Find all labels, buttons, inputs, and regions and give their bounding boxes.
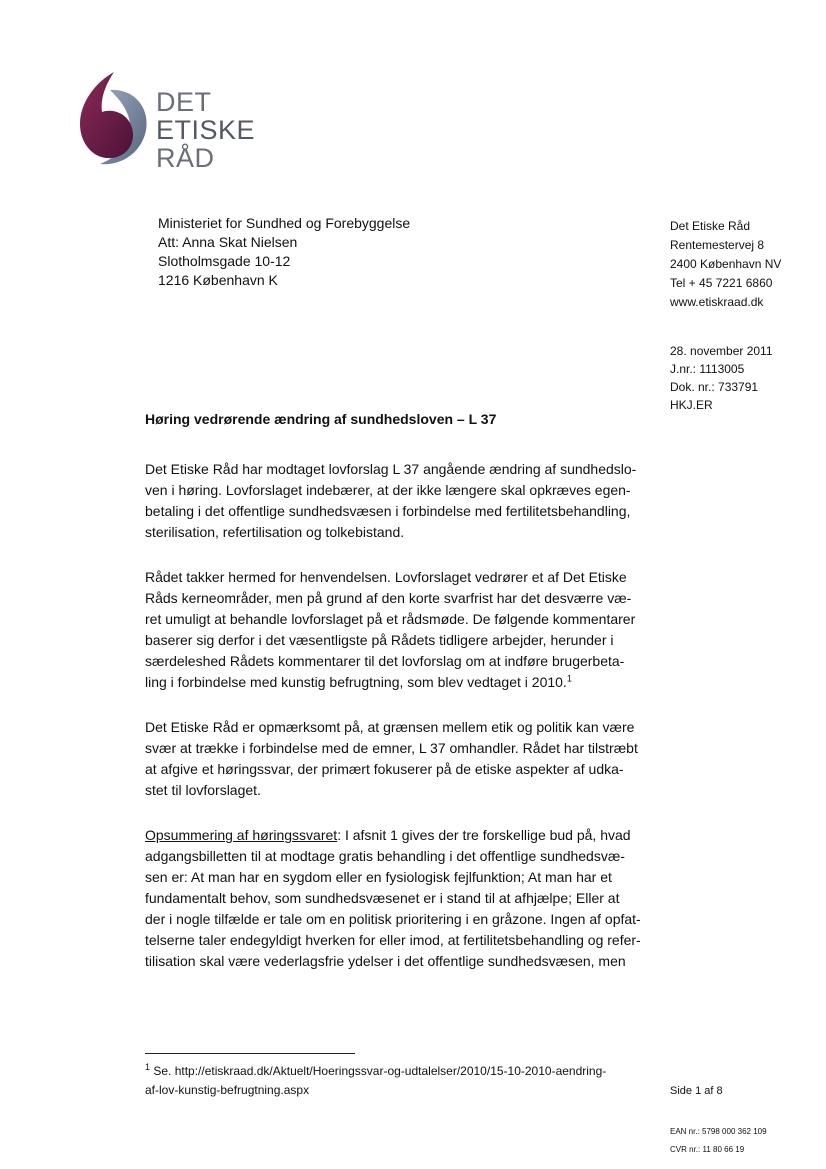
- ean-value: 5798 000 362 109: [702, 1127, 767, 1136]
- text-line: særdeleshed Rådets kommentarer til det lovforslag om at indføre brugerbeta-: [145, 653, 625, 669]
- journal-number: J.nr.: 1113005: [670, 362, 745, 376]
- sender-line: Rentemestervej 8: [670, 238, 765, 252]
- etiske-raad-logo-mark: [70, 68, 150, 168]
- sender-address: [670, 217, 781, 312]
- registration-codes: [670, 1123, 767, 1159]
- footnote: [145, 1062, 606, 1100]
- ean-row: [670, 1123, 767, 1141]
- recipient-line: Att: Anna Skat Nielsen: [158, 234, 298, 250]
- text-line: Det Etiske Råd har modtaget lovforslag L 37 angående ændring af sundhedslo-: [145, 461, 637, 477]
- text-line: sterilisation, refertilisation og tolkebistand.: [145, 524, 405, 540]
- text-line: adgangsbilletten til at modtage gratis behandling i det offentlige sundhedsvæ-: [145, 848, 625, 864]
- recipient-line: 1216 København K: [158, 272, 278, 288]
- logo-line-etiske: ETISKE: [156, 115, 256, 145]
- text-fragment: ling i forbindelse med kunstig befrugtning, som blev vedtaget i 2010.: [145, 674, 567, 690]
- initials: HKJ.ER: [670, 398, 713, 412]
- document-date: 28. november 2011: [670, 344, 773, 358]
- text-line: ret umuligt at behandle lovforslaget på et rådsmøde. De følgende kommentarer: [145, 611, 636, 627]
- text-line: at afgive et høringssvar, der primært fokuserer på de etiske aspekter af udka-: [145, 761, 624, 777]
- paragraph-1: [145, 459, 665, 543]
- text-line: tilisation skal være vederlagsfrie ydelser i det offentlige sundhedsvæsen, men: [145, 953, 626, 969]
- paragraph-4: [145, 825, 665, 972]
- sender-line: Det Etiske Råd: [670, 219, 751, 233]
- text-line: telserne taler endegyldigt hverken for eller imod, at fertilitetsbehandling og refer-: [145, 932, 641, 948]
- document-number: Dok. nr.: 733791: [670, 380, 759, 394]
- paragraph-2: [145, 567, 665, 693]
- text-line: [145, 672, 665, 693]
- text-line: sen er: At man har en sygdom eller en fysiologisk fejlfunktion; At man har et: [145, 869, 612, 885]
- text-line: Råds kerneområder, men på grund af den korte svarfrist har det desværre væ-: [145, 590, 632, 606]
- cvr-row: [670, 1141, 767, 1159]
- footnote-link-part2[interactable]: af-lov-kunstig-befrugtning.aspx: [145, 1083, 310, 1097]
- text-line: Rådet takker hermed for henvendelsen. Lovforslaget vedrører et af Det Etiske: [145, 569, 627, 585]
- logo-line-raad: RÅD: [156, 143, 215, 173]
- text-line: betaling i det offentlige sundhedsvæsen i forbindelse med fertilitetsbehandling,: [145, 503, 631, 519]
- sender-line: 2400 København NV: [670, 257, 782, 271]
- letter-subject: Høring vedrørende ændring af sundhedsloven – L 37: [145, 411, 497, 427]
- cvr-label: CVR nr.:: [670, 1145, 701, 1154]
- text-line: ven i høring. Lovforslaget indebærer, at der ikke længere skal opkræves egen-: [145, 482, 631, 498]
- page-number: Side 1 af 8: [670, 1085, 723, 1097]
- text-line: der i nogle tilfælde er tale om en politisk prioritering i en gråzone. Ingen af opfat-: [145, 911, 641, 927]
- paragraph-3: [145, 717, 665, 801]
- text-line: svær at trække i forbindelse med de emner, L 37 omhandler. Rådet har tilstræbt: [145, 740, 638, 756]
- text-fragment: : I afsnit 1 gives der tre forskellige bud på, hvad: [337, 827, 631, 843]
- footnote-link-part1[interactable]: Se. http://etiskraad.dk/Aktuelt/Hoeringssvar-og-udtalelser/2010/15-10-2010-aendring-: [150, 1064, 607, 1078]
- text-line: [145, 825, 665, 846]
- letter-body: [145, 459, 665, 996]
- ean-label: EAN nr.:: [670, 1127, 700, 1136]
- text-line: baserer sig derfor i det væsentligste på Rådets tidligere arbejder, herunder i: [145, 632, 614, 648]
- text-line: fundamentalt behov, som sundhedsvæsenet er i stand til at afhjælpe; Eller at: [145, 890, 620, 906]
- text-line: Det Etiske Råd er opmærksomt på, at grænsen mellem etik og politik kan være: [145, 719, 635, 735]
- footnote-divider: [145, 1053, 355, 1054]
- cvr-value: 11 80 66 19: [702, 1145, 745, 1154]
- logo-swirl-icon: [70, 68, 150, 168]
- recipient-line: Ministeriet for Sundhed og Forebyggelse: [158, 215, 411, 231]
- footnote-marker: 1: [145, 1062, 151, 1072]
- sender-website: www.etiskraad.dk: [670, 295, 764, 309]
- footnote-reference[interactable]: 1: [566, 673, 572, 684]
- sender-phone: Tel + 45 7221 6860: [670, 276, 773, 290]
- text-line: stet til lovforslaget.: [145, 782, 261, 798]
- document-meta: [670, 342, 773, 414]
- footnote-line: [145, 1062, 606, 1081]
- logo-line-det: DET: [156, 87, 212, 117]
- recipient-address: [158, 214, 410, 290]
- recipient-line: Slotholmsgade 10-12: [158, 253, 291, 269]
- logo-wordmark: [156, 88, 255, 172]
- summary-heading: Opsummering af høringssvaret: [145, 827, 338, 843]
